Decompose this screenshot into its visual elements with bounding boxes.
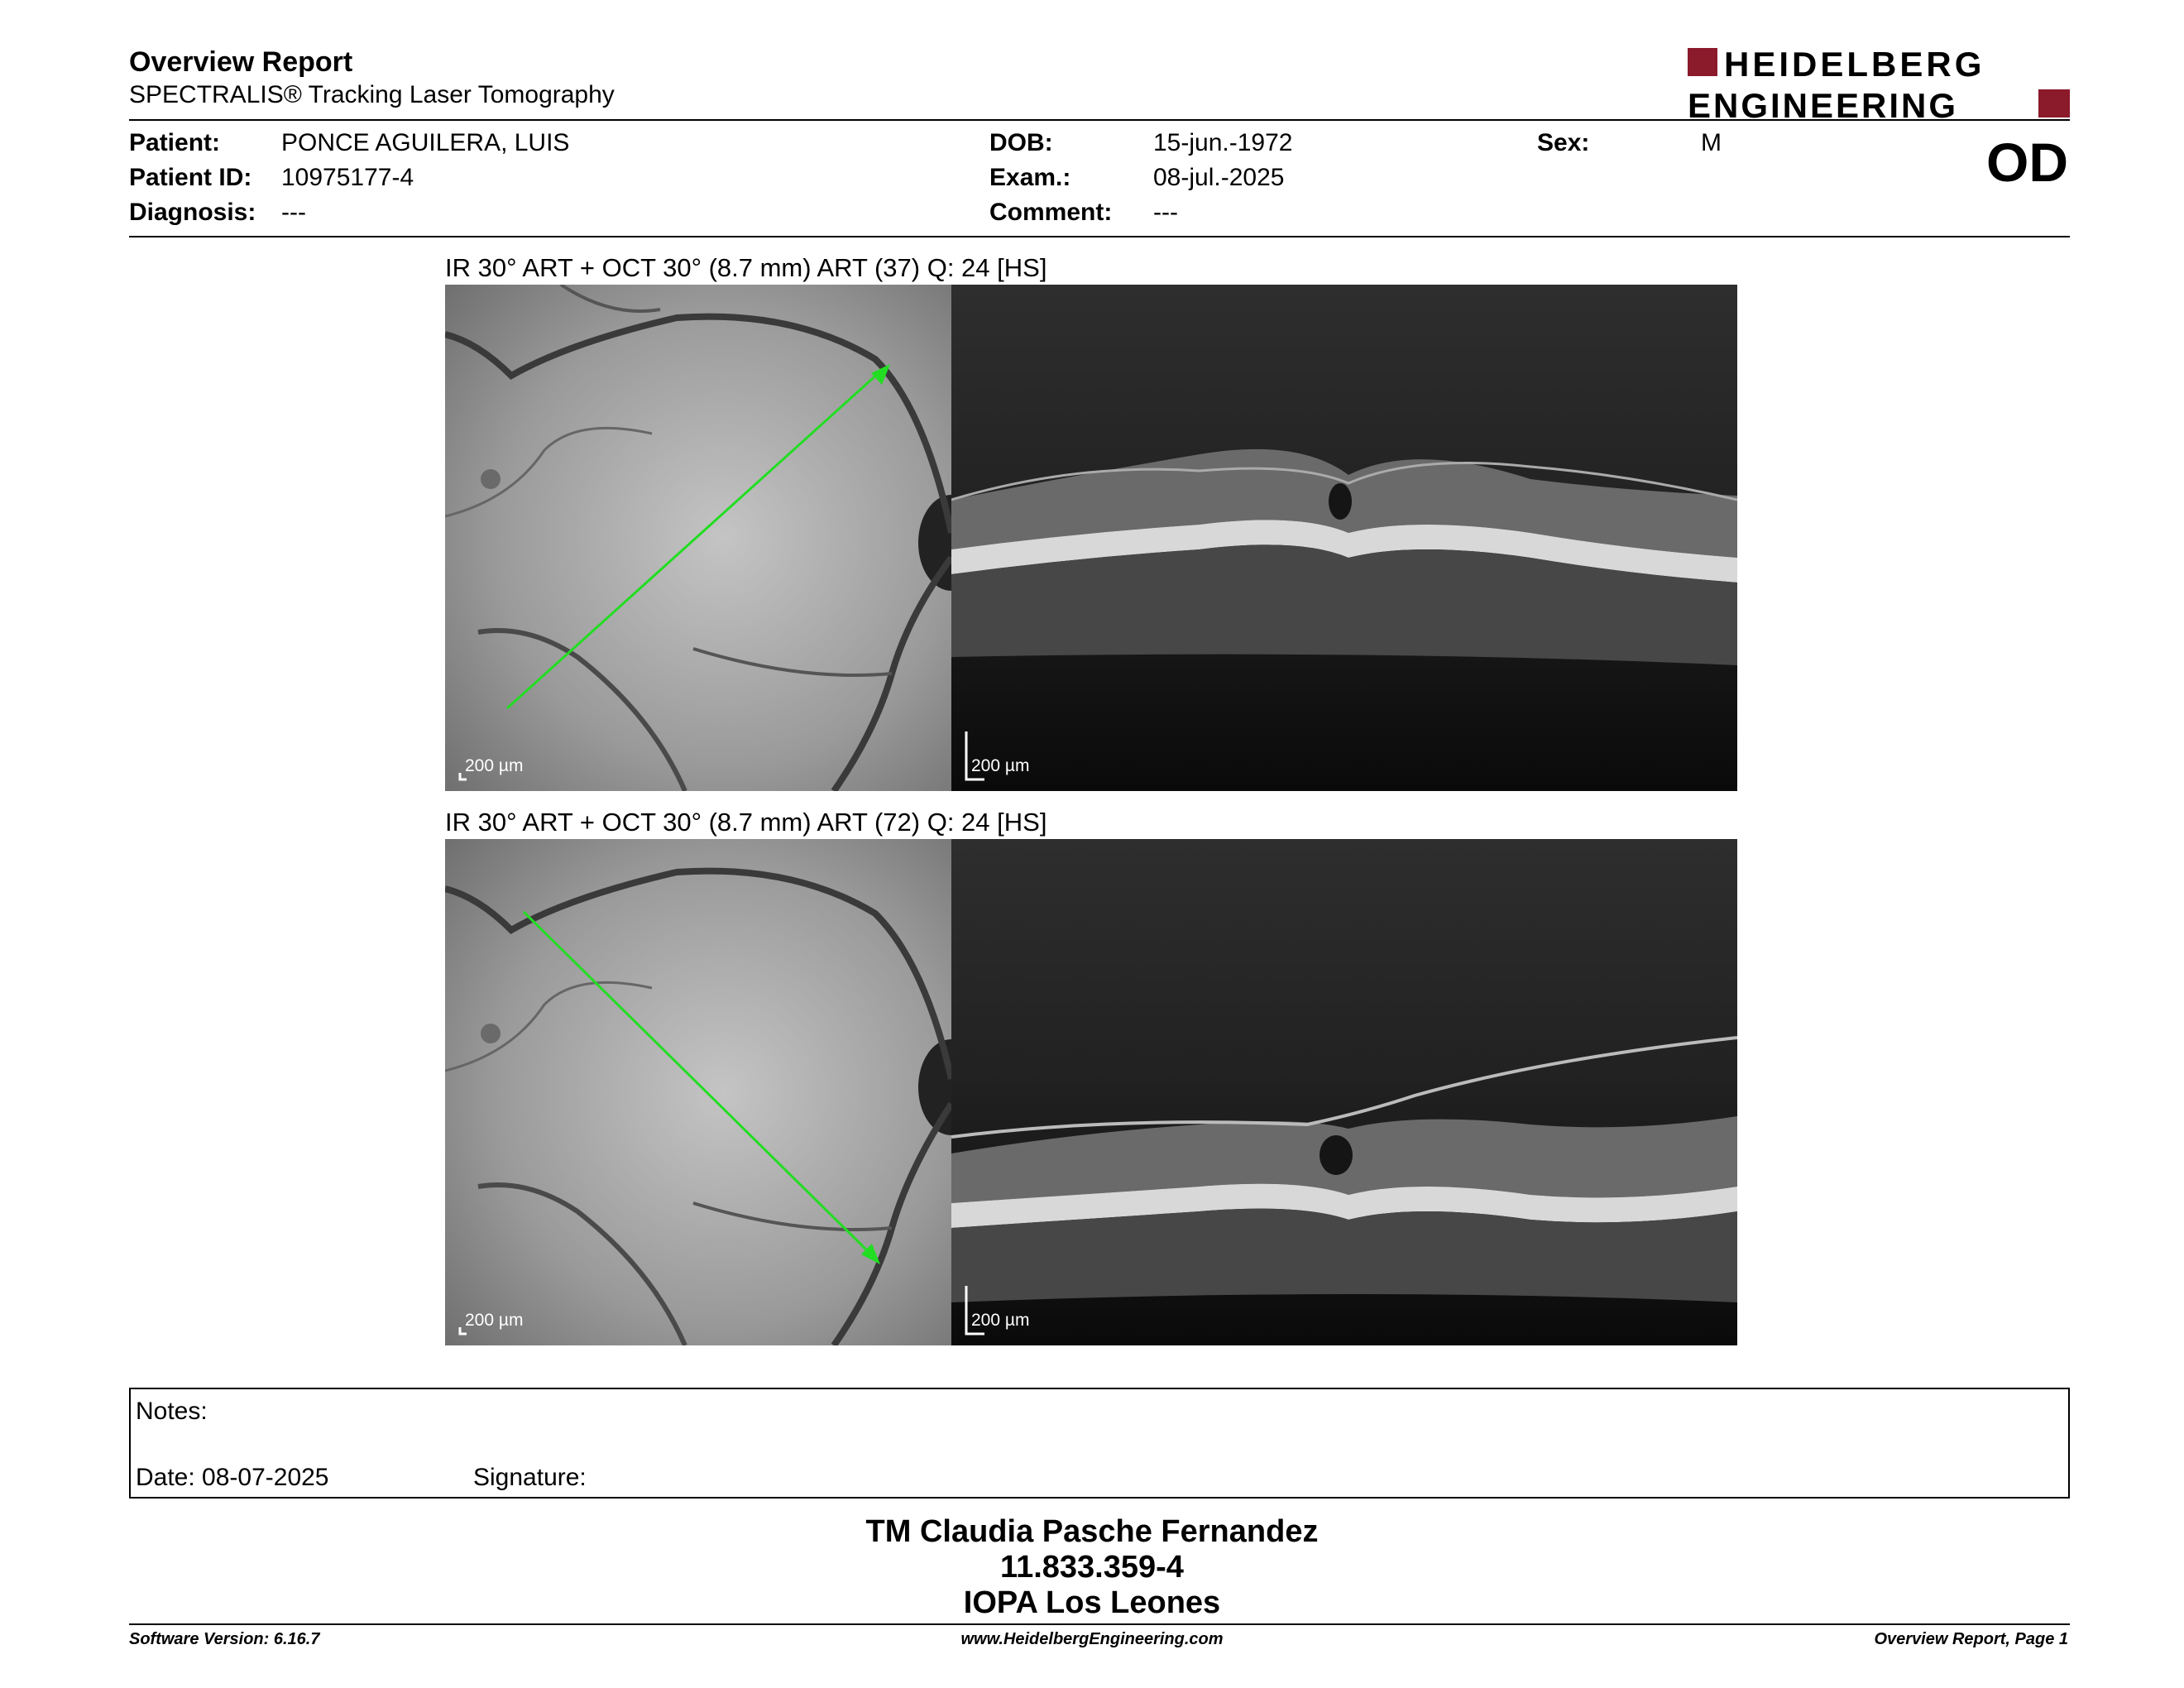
software-version: Software Version: 6.16.7	[129, 1630, 320, 1648]
scan-1-fundus-scale: 200 µm	[465, 756, 524, 775]
signature-label: Signature:	[473, 1464, 587, 1491]
scan-2-oct-image[interactable]	[951, 839, 1737, 1345]
scan-1-oct-image[interactable]	[951, 285, 1737, 791]
patient-divider	[129, 236, 2070, 237]
logo-line1: HEIDELBERG	[1724, 46, 1985, 84]
patient-label: Patient:	[129, 129, 221, 156]
report-title: Overview Report	[129, 46, 353, 78]
logo-line2: ENGINEERING	[1688, 86, 1959, 119]
operator-place: IOPA Los Leones	[963, 1585, 1221, 1620]
diagnosis-label: Diagnosis:	[129, 199, 256, 226]
scan-1-fundus-drawing	[445, 285, 951, 791]
heidelberg-logo	[1688, 46, 2070, 119]
sex-label: Sex:	[1537, 129, 1590, 156]
scan-2-title: IR 30° ART + OCT 30° (8.7 mm) ART (72) Q: 24 [HS]	[445, 808, 1047, 837]
page-indicator: Overview Report, Page 1	[1874, 1630, 2068, 1648]
scan-2-fundus-drawing	[445, 839, 951, 1345]
operator-id: 11.833.359-4	[1000, 1550, 1184, 1585]
operator-name: TM Claudia Pasche Fernandez	[865, 1514, 1319, 1549]
scan-1-oct-scale: 200 µm	[971, 756, 1030, 775]
scan-2-oct-drawing	[951, 839, 1737, 1345]
website-link[interactable]: www.HeidelbergEngineering.com	[960, 1630, 1224, 1648]
scan-2-oct-scale: 200 µm	[971, 1311, 1030, 1330]
report-subtitle: SPECTRALIS® Tracking Laser Tomography	[129, 81, 615, 108]
exam-label: Exam.:	[989, 164, 1071, 191]
patient-id-label: Patient ID:	[129, 164, 252, 191]
header-divider	[129, 119, 2070, 121]
notes-box[interactable]	[129, 1388, 2070, 1499]
scan-2-fundus-image[interactable]	[445, 839, 951, 1345]
comment-value: ---	[1153, 199, 1178, 226]
scan-2-fundus-scale: 200 µm	[465, 1311, 524, 1330]
notes-label: Notes:	[136, 1398, 208, 1425]
patient-name: PONCE AGUILERA, LUIS	[281, 129, 570, 156]
dob-value: 15-jun.-1972	[1153, 129, 1293, 156]
diagnosis-value: ---	[281, 199, 306, 226]
exam-value: 08-jul.-2025	[1153, 164, 1285, 191]
scan-1-oct-drawing	[951, 285, 1737, 791]
footer-divider	[129, 1623, 2070, 1625]
sex-value: M	[1701, 129, 1722, 156]
scan-1-fundus-image[interactable]	[445, 285, 951, 791]
scan-1-title: IR 30° ART + OCT 30° (8.7 mm) ART (37) Q: 24 [HS]	[445, 253, 1047, 282]
notes-date: Date: 08-07-2025	[136, 1464, 329, 1491]
eye-indicator: OD	[1986, 132, 2068, 193]
patient-id: 10975177-4	[281, 164, 414, 191]
comment-label: Comment:	[989, 199, 1113, 226]
dob-label: DOB:	[989, 129, 1053, 156]
